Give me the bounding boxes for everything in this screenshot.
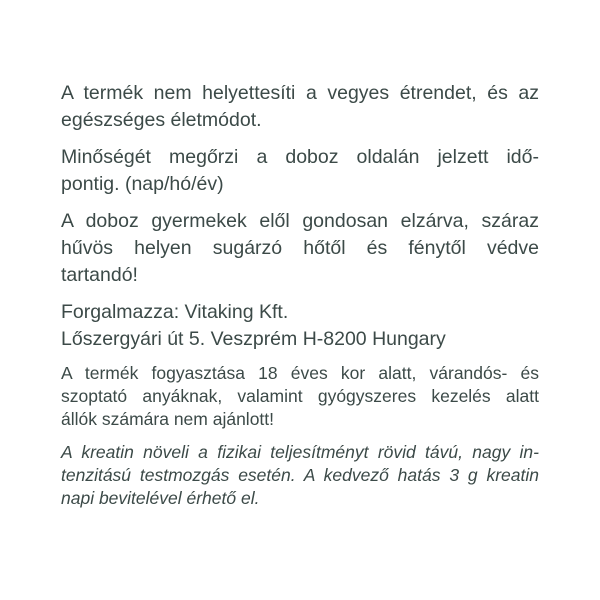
text-line: A termék fogyasztása 18 éves kor alatt, várandós- és (61, 363, 539, 383)
paragraph-diet-notice (61, 80, 539, 134)
text-line: tartandó! (61, 264, 138, 286)
text-line: pontig. (nap/hó/év) (61, 173, 224, 195)
text-line: Lőszergyári út 5. Veszprém H-8200 Hungary (61, 328, 446, 350)
text-line: hűvös helyen sugárzó hőtől és fénytől védve (61, 237, 539, 259)
text-line: tenzitású testmozgás esetén. A kedvező hatás 3 g kreatin (61, 465, 539, 485)
text-line: A termék nem helyettesíti a vegyes étrendet, és az (61, 82, 539, 104)
text-line: napi bevitelével érhető el. (61, 488, 260, 508)
text-line: szoptató anyáknak, valamint gyógyszeres kezelés alatt (61, 386, 539, 406)
paragraph-warning (61, 362, 539, 431)
paragraph-storage (61, 208, 539, 289)
paragraph-best-before (61, 144, 539, 198)
text-line: állók számára nem ajánlott! (61, 409, 275, 429)
text-line: A doboz gyermekek elől gondosan elzárva, száraz (61, 210, 539, 232)
paragraph-distributor (61, 299, 539, 353)
paragraph-creatine-claim (61, 441, 539, 510)
text-line: egészséges életmódot. (61, 109, 262, 131)
text-line: A kreatin növeli a fizikai teljesítményt rövid távú, nagy in- (61, 442, 539, 462)
text-line: Minőségét megőrzi a doboz oldalán jelzett idő- (61, 146, 539, 168)
text-line: Forgalmazza: Vitaking Kft. (61, 301, 289, 323)
product-label-text (61, 80, 539, 510)
